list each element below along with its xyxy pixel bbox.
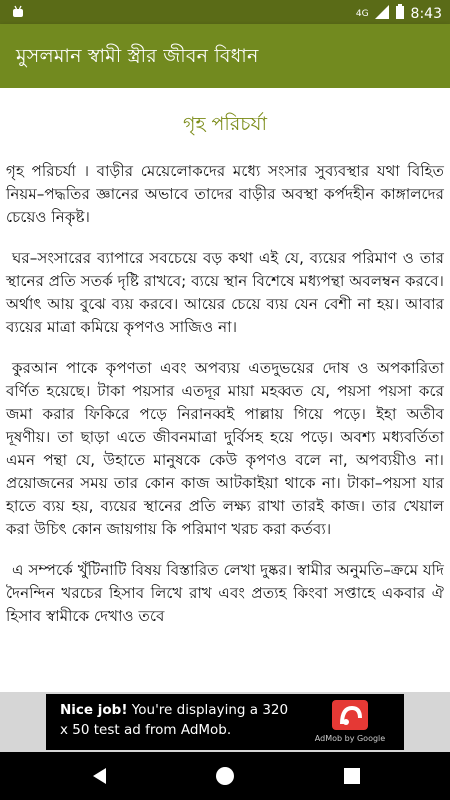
status-bar: [0, 0, 450, 24]
ad-headline: Nice job!: [60, 702, 128, 718]
app-title: মুসলমান স্বামী স্ত্রীর জীবন বিধান: [16, 45, 259, 67]
back-icon[interactable]: [88, 764, 112, 788]
ad-banner[interactable]: [46, 694, 404, 750]
clock: 8:43: [410, 6, 442, 22]
article-paragraph: ঘর–সংসারের ব্যাপারে সবচেয়ে বড় কথা এই যে, ব্যয়ের পরিমাণ ও তার স্থানের প্রতি সতর্ক দৃষ্টি রাখবে; ব্যয়ে স্থান বিশেষে মধ্যপন্থা অবলম্বন করবে। অর্থাৎ আয় বুঝে ব্যয় করবে। আয়ের চেয়ে ব্যয় যেন বেশী না হয়। আবার ব্যয়ের মাত্রা কমিয়ে কৃপণও সাজিও না।: [6, 249, 444, 336]
article-paragraph: গৃহ পরিচর্যা । বাড়ীর মেয়েলোকদের মধ্যে সংসার সুব্যবস্থার যথা বিহিত নিয়ম–পদ্ধতির জ্ঞানের অভাবে তাদের বাড়ীর অবস্থা কর্পদহীন কাঙ্গালদের চেয়েও নিকৃষ্ট।: [6, 162, 444, 226]
ad-banner-container: [0, 692, 450, 752]
recents-icon[interactable]: [340, 764, 364, 788]
article-scroll-view[interactable]: [0, 88, 450, 692]
signal-icon: [375, 5, 389, 23]
admob-logo[interactable]: [296, 694, 404, 750]
admob-icon: [332, 700, 368, 730]
article-paragraph: এ সম্পর্কে খুঁটিনাটি বিষয় বিস্তারিত লেখা দুষ্কর। স্বামীর অনুমতি–ক্রমে যদি দৈনন্দিন খরচের হিসাব লিখে রাখ এবং প্রত্যহ কিংবা সপ্তাহে একবার ঐ হিসাব স্বামীকে দেখাও তবে: [6, 561, 444, 625]
ad-body-b: test ad from AdMob.: [89, 722, 232, 738]
ad-text[interactable]: [60, 700, 292, 740]
app-bar: [0, 24, 450, 88]
admob-brand: AdMob by Google: [314, 734, 386, 743]
ad-size: 320 x 50: [60, 702, 289, 738]
article-paragraph: কুরআন পাকে কৃপণতা এবং অপব্যয় এতদুভয়ের দোষ ও অপকারিতা বর্ণিত হয়েছে। টাকা পয়সার এতদূর মায়া মহব্বত যে, পয়সা পয়সা করে জমা করার ফিকিরে পড়ে নিরানব্বই পাল্লায় গিয়ে পড়ে। ইহা অতীব দূষণীয়। তা ছাড়া এতে জীবনমাত্রা দুর্বিসহ হয়ে পড়ে। অবশ্য মধ্যবর্তিতা এমন পন্থা যে, উহাতে মানুষকে কেউ কৃপণও বলে না, অপব্যয়ীও না। প্রয়োজনের সময় তার কোন কাজ আটকাইয়া থাকে না। টাকা–পয়সা যার হাতে ব্যয় হয়, ব্যয়ের স্থানের প্রতি লক্ষ্য রাখা তারই কাজ। তার খেয়াল করা উচিৎ কোন জায়গায় কি পরিমাণ খরচ করা কর্তব্য।: [6, 359, 444, 538]
battery-icon: [395, 4, 405, 24]
home-icon[interactable]: [213, 764, 237, 788]
system-nav-bar: [0, 752, 450, 800]
android-notification-icon: [10, 4, 26, 24]
article-heading: গৃহ পরিচর্যা: [183, 113, 267, 135]
network-type: 4G: [355, 9, 369, 19]
ad-body-a: You're displaying a: [127, 702, 263, 718]
